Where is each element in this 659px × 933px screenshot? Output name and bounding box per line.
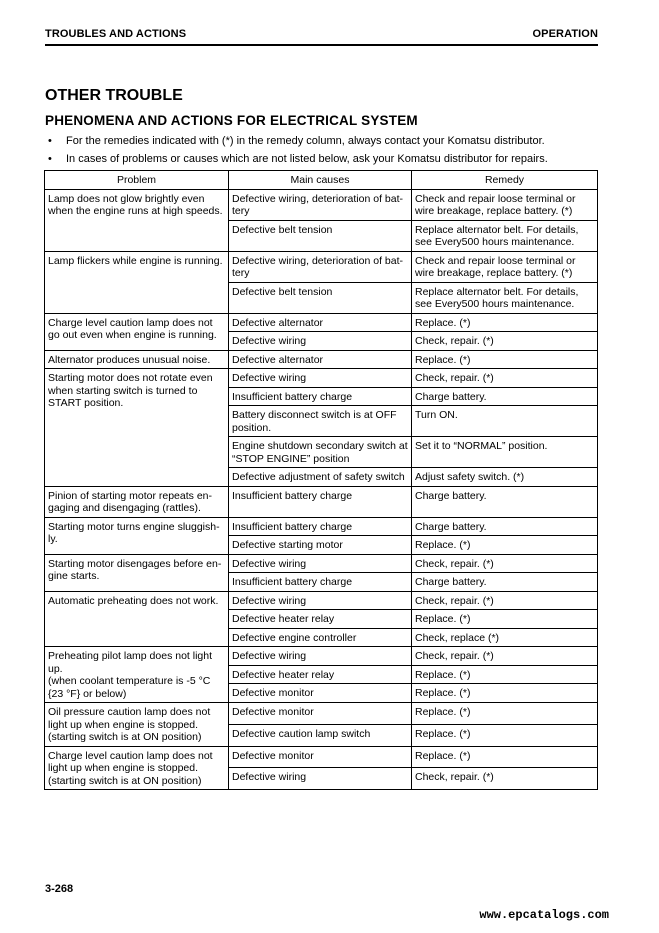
header-chapter-title: OPERATION [532, 28, 598, 40]
remedy-cell: Charge battery. [412, 573, 598, 592]
remedy-cell: Replace. (*) [412, 350, 598, 369]
cause-cell: Defective starting motor [229, 536, 412, 555]
problem-cell [45, 486, 229, 517]
table-row [45, 189, 598, 220]
cause-cell: Defective wiring [229, 332, 412, 351]
problem-text: (starting switch is at ON position) [48, 774, 202, 787]
problem-cell [45, 591, 229, 647]
cause-cell: Defective monitor [229, 684, 412, 703]
problem-text: (starting switch is at ON position) [48, 731, 202, 743]
cause-cell: Defective wiring, deterioration of bat-tery [229, 251, 412, 282]
cause-cell: Defective adjustment of safety switch [229, 468, 412, 487]
remedy-cell: Check, repair. (*) [412, 591, 598, 610]
remedy-cell: Check, repair. (*) [412, 332, 598, 351]
header-rule [45, 44, 598, 46]
problem-text: Starting motor turns engine sluggish-ly. [48, 520, 220, 545]
remedy-cell: Turn ON. [412, 406, 598, 437]
cause-cell: Defective wiring [229, 647, 412, 666]
watermark-url: www.epcatalogs.com [479, 908, 609, 922]
problem-text: Starting motor disengages before en-gine starts. [48, 557, 222, 582]
cause-cell: Defective wiring [229, 554, 412, 573]
table-row [45, 313, 598, 332]
table-row [45, 554, 598, 573]
note-item [48, 134, 548, 152]
cause-cell: Defective wiring [229, 591, 412, 610]
problem-cell [45, 746, 229, 790]
remedy-cell: Replace. (*) [412, 724, 598, 746]
problem-text: Automatic preheating does not work. [48, 594, 219, 607]
table-row [45, 251, 598, 282]
remedy-cell: Check and repair loose terminal or wire breakage, replace battery. (*) [412, 189, 598, 220]
problem-text: Alternator produces unusual noise. [48, 353, 211, 366]
cause-cell: Defective heater relay [229, 665, 412, 684]
problem-cell [45, 251, 229, 313]
remedy-cell: Replace. (*) [412, 313, 598, 332]
problem-text: Charge level caution lamp does not go out even when engine is running. [48, 316, 217, 341]
table-row [45, 647, 598, 666]
cause-cell: Insufficient battery charge [229, 573, 412, 592]
problem-text: Starting motor does not rotate even when starting switch is turned to START position. [48, 372, 213, 409]
remedy-cell: Replace. (*) [412, 665, 598, 684]
problem-cell [45, 647, 229, 703]
trouble-table [44, 170, 598, 790]
remedy-cell: Check, repair. (*) [412, 768, 598, 790]
bullet-icon: • [48, 153, 52, 165]
remedy-cell: Replace. (*) [412, 610, 598, 629]
remedy-cell: Replace. (*) [412, 536, 598, 555]
remedy-cell: Check, repair. (*) [412, 647, 598, 666]
remedy-cell: Set it to “NORMAL” position. [412, 437, 598, 468]
cause-cell: Defective caution lamp switch [229, 724, 412, 746]
cause-cell: Defective wiring [229, 768, 412, 790]
cause-cell: Defective wiring [229, 369, 412, 388]
column-header-main-causes: Main causes [229, 171, 412, 190]
remedy-cell: Charge battery. [412, 387, 598, 406]
remedy-cell: Replace. (*) [412, 746, 598, 768]
problem-cell [45, 517, 229, 554]
notes-list [48, 134, 548, 170]
cause-cell: Battery disconnect switch is at OFF position. [229, 406, 412, 437]
remedy-cell: Check, replace (*) [412, 628, 598, 647]
cause-cell: Defective wiring, deterioration of bat-tery [229, 189, 412, 220]
cause-cell: Insufficient battery charge [229, 387, 412, 406]
table-row [45, 703, 598, 725]
cause-cell: Defective engine controller [229, 628, 412, 647]
cause-cell: Defective heater relay [229, 610, 412, 629]
table-row [45, 350, 598, 369]
table-row [45, 517, 598, 536]
remedy-cell: Replace. (*) [412, 703, 598, 725]
cause-cell: Defective belt tension [229, 220, 412, 251]
table-row [45, 486, 598, 517]
remedy-cell: Replace. (*) [412, 684, 598, 703]
remedy-cell: Check, repair. (*) [412, 369, 598, 388]
table-row [45, 369, 598, 388]
cause-cell: Engine shutdown secondary switch at “STOP ENGINE” position [229, 437, 412, 468]
cause-cell: Defective belt tension [229, 282, 412, 313]
column-header-remedy: Remedy [412, 171, 598, 190]
page-number: 3-268 [45, 883, 74, 895]
problem-text: (when coolant temperature is -5 °C {23 °F} or below) [48, 675, 211, 700]
cause-cell: Defective monitor [229, 746, 412, 768]
problem-text: Preheating pilot lamp does not light up. [48, 650, 213, 675]
problem-text: Charge level caution lamp does not light up when engine is stopped. [48, 749, 213, 774]
table-body [45, 189, 598, 790]
table-row [45, 591, 598, 610]
note-text: For the remedies indicated with (*) in the remedy column, always contact your Komatsu distributor. [66, 135, 545, 147]
cause-cell: Defective monitor [229, 703, 412, 725]
table-header-row [45, 171, 598, 190]
bullet-icon: • [48, 135, 52, 147]
note-text: In cases of problems or causes which are not listed below, ask your Komatsu distributor for repairs. [66, 153, 548, 165]
problem-text: Pinion of starting motor repeats en-gaging and disengaging (rattles). [48, 489, 213, 514]
remedy-cell: Replace alternator belt. For details, see Every500 hours maintenance. [412, 220, 598, 251]
remedy-cell: Charge battery. [412, 517, 598, 536]
header-section-title: TROUBLES AND ACTIONS [45, 28, 187, 40]
page-title: OTHER TROUBLE [45, 87, 183, 104]
problem-text: Oil pressure caution lamp does not light up when engine is stopped. [48, 706, 211, 731]
remedy-cell: Check and repair loose terminal or wire breakage, replace battery. (*) [412, 251, 598, 282]
cause-cell: Insufficient battery charge [229, 486, 412, 517]
remedy-cell: Replace alternator belt. For details, see Every500 hours maintenance. [412, 282, 598, 313]
problem-cell [45, 189, 229, 251]
problem-cell [45, 369, 229, 487]
remedy-cell: Charge battery. [412, 486, 598, 517]
problem-cell [45, 703, 229, 747]
problem-text: Lamp does not glow brightly even when the engine runs at high speeds. [48, 192, 223, 217]
cause-cell: Insufficient battery charge [229, 517, 412, 536]
problem-cell [45, 350, 229, 369]
table-row [45, 746, 598, 768]
remedy-cell: Adjust safety switch. (*) [412, 468, 598, 487]
remedy-cell: Check, repair. (*) [412, 554, 598, 573]
column-header-problem: Problem [45, 171, 229, 190]
problem-cell [45, 554, 229, 591]
page-subtitle: PHENOMENA AND ACTIONS FOR ELECTRICAL SYSTEM [45, 113, 418, 128]
cause-cell: Defective alternator [229, 313, 412, 332]
problem-text: Lamp flickers while engine is running. [48, 254, 223, 267]
cause-cell: Defective alternator [229, 350, 412, 369]
note-item [48, 152, 548, 170]
problem-cell [45, 313, 229, 350]
